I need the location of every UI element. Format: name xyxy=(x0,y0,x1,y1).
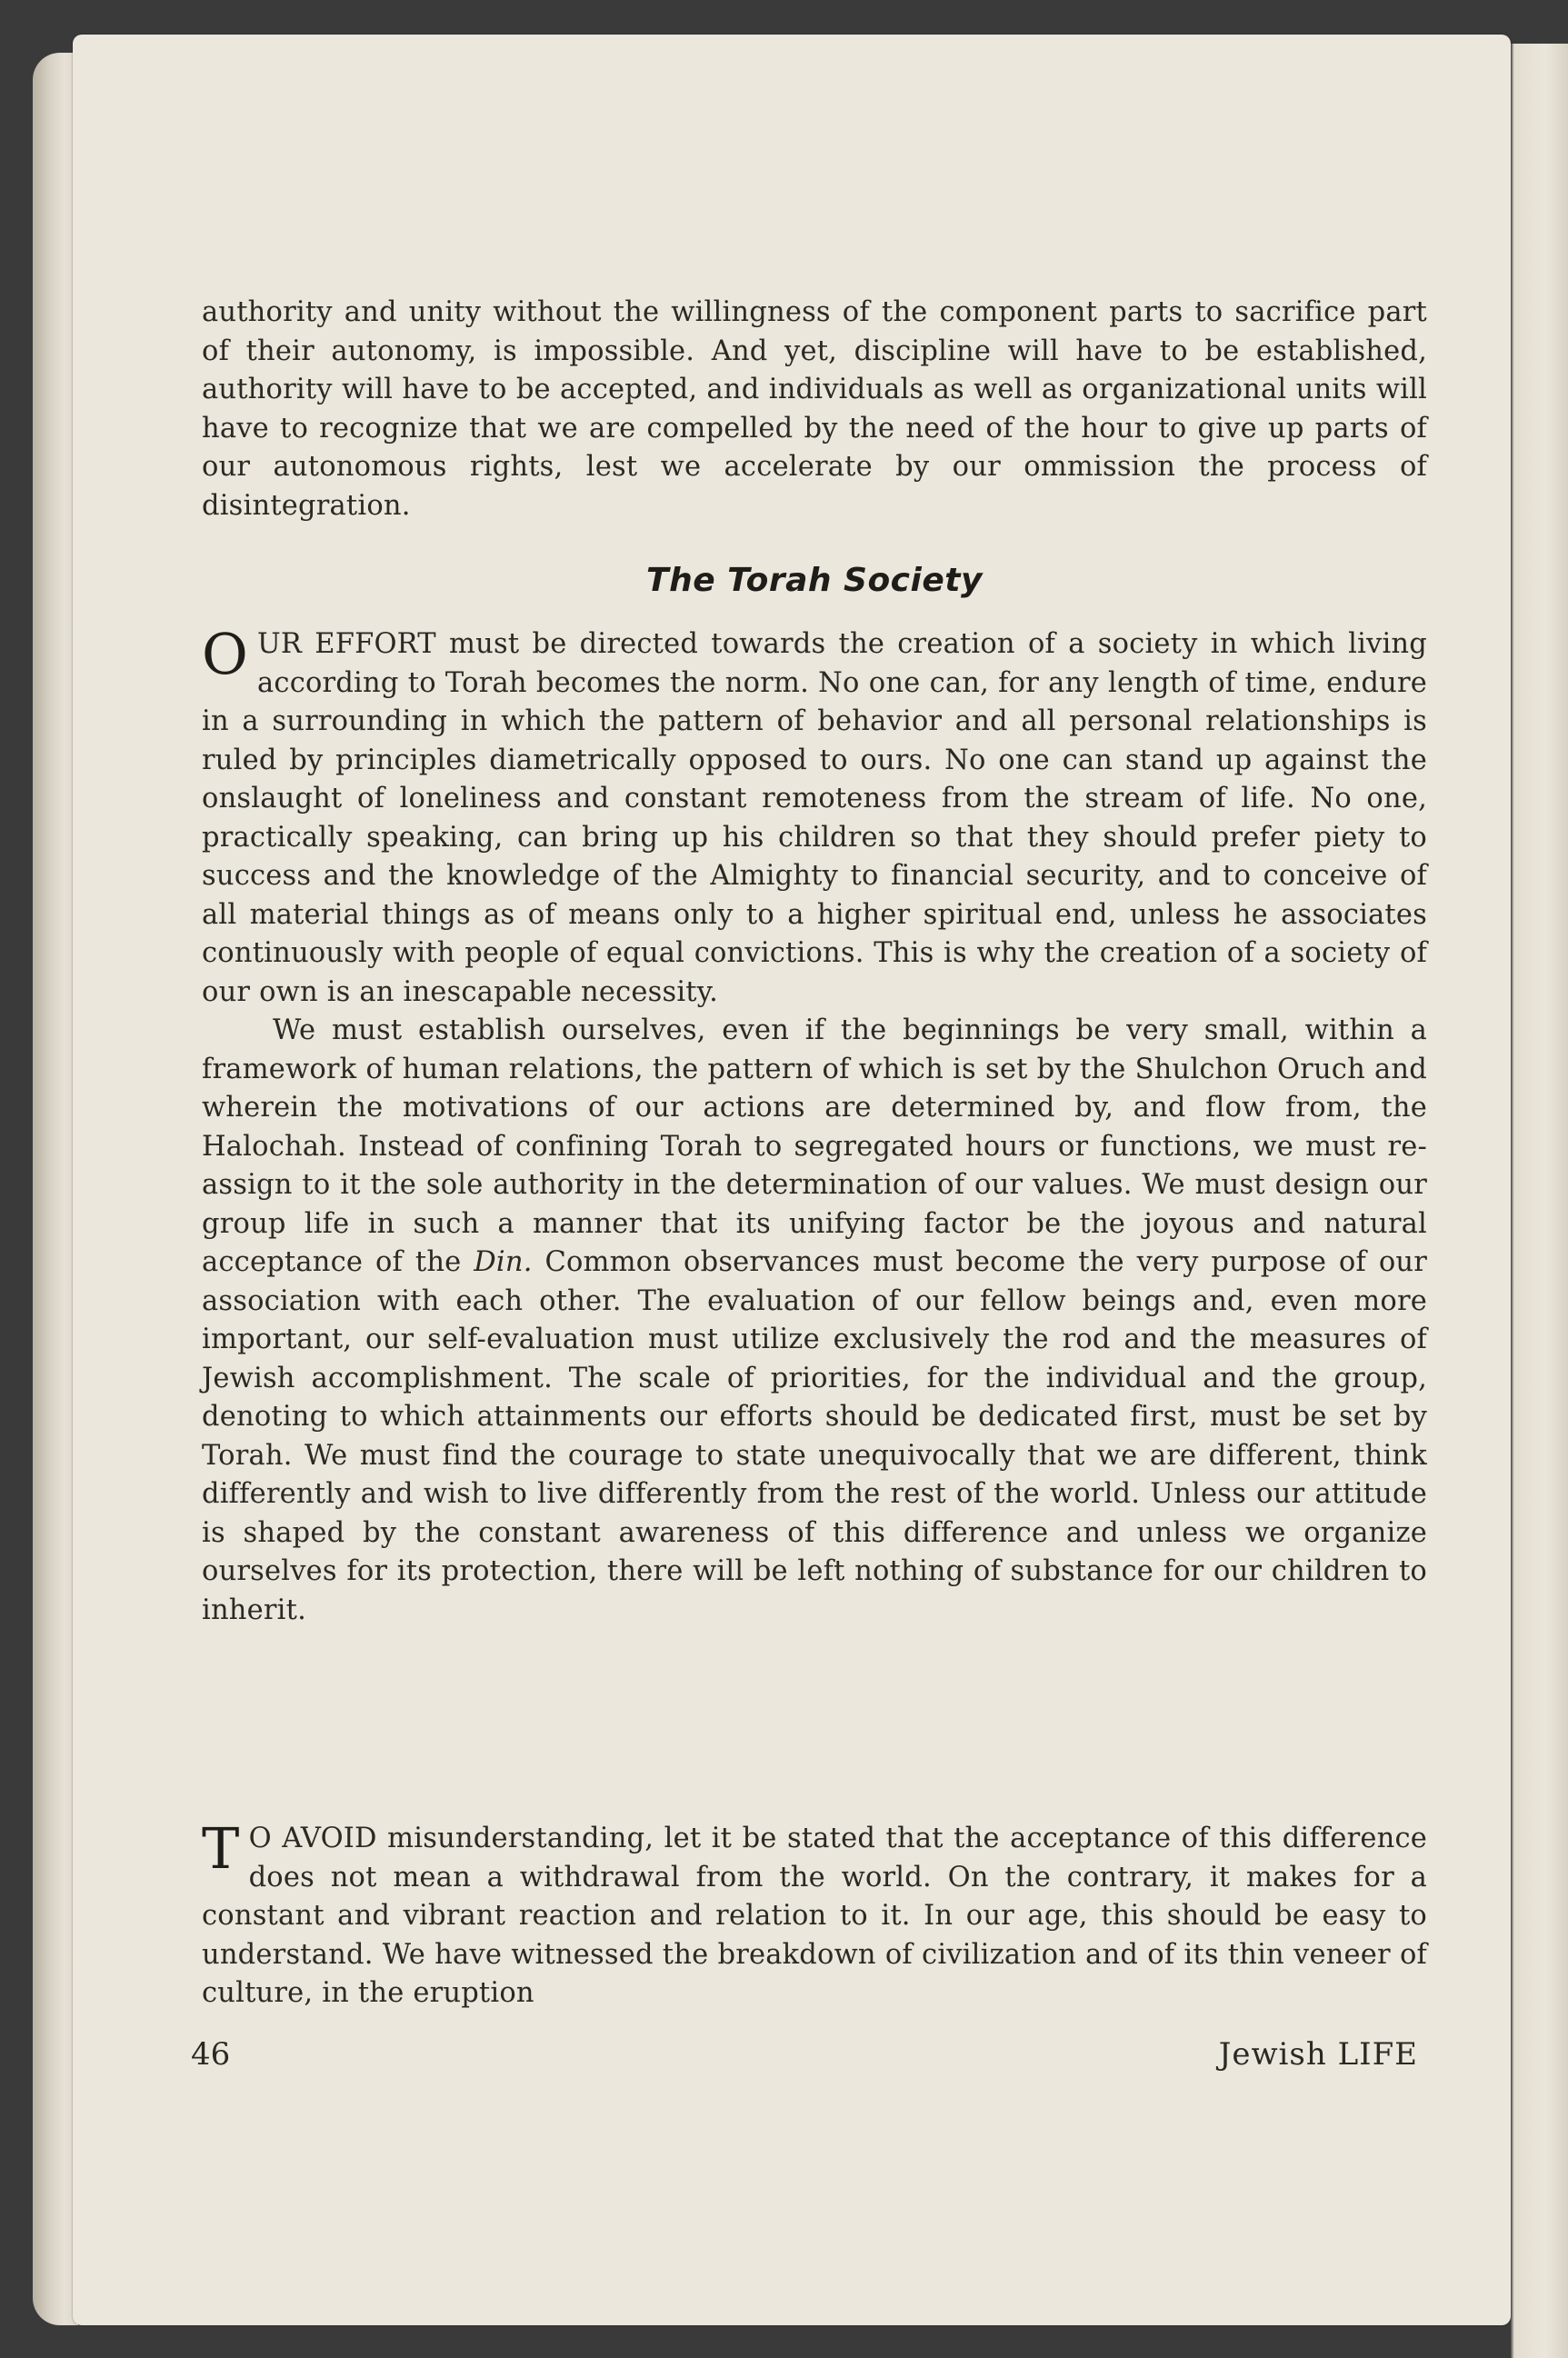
page-number: 46 xyxy=(191,2036,231,2073)
page-stack-edge xyxy=(33,53,78,2325)
section2-paragraph xyxy=(202,1012,1427,1630)
section3-lead: O AVOID xyxy=(248,1823,377,1854)
section2-text-a: We must establish ourselves, even if the beginnings be very small, within a framework of human relations, the pattern of which is set by the Shulchon Oruch and wherein the motivations of our actions are determined by, and flow from, the Halochah. Instead of confining Torah to segregated hours or functions, we must re-assign to it the sole authority in the determination of our values. We must design our group life in such a manner that its unifying factor be the joyous and natural acceptance of the xyxy=(202,1014,1427,1278)
section1-lead: UR EFFORT xyxy=(257,628,436,660)
din-italic: Din. xyxy=(474,1246,533,1278)
section3-text: misunderstanding, let it be stated that the acceptance of this difference does not mean a withdrawal from the world. On the contrary, it makes for a constant and vibrant reaction and relation to it. In our age, this should be easy to understand. We have witnessed the breakdown of civilization and of its thin veneer of culture, in the eruption xyxy=(202,1823,1428,2009)
section3-paragraph xyxy=(202,1815,1428,2013)
facing-page-edge xyxy=(1511,44,1568,2358)
section3-block xyxy=(202,1815,1428,2013)
section1-text: must be directed towards the creation of a society in which living according to Torah becomes the norm. No one can, for any length of time, endure in a surrounding in which the pattern of behavior and all personal relationships is ruled by principles diametrically opposed to ours. No one can stand up against the onslaught of loneliness and constant remoteness from the stream of life. No one, practically speaking, can bring up his children so that they should prefer piety to success and the knowledge of the Almighty to financial security, and to conceive of all material things as of means only to a higher spiritual end, unless he associates continuously with people of equal convictions. This is why the creation of a society of our own is an inescapable necessity. xyxy=(202,628,1427,1008)
dropcap-o: O xyxy=(202,621,249,687)
section1-block xyxy=(202,621,1427,1630)
magazine-name: Jewish LIFE xyxy=(1218,2036,1418,2073)
section2-text-b: Common observances must become the very purpose of our association with each other. The evaluation of our fellow beings and, even more important, our self-evaluation must utilize exclusively the rod and the measures of Jewish accomplishment. The scale of priorities, for the individual and the group, denoting to which attainments our efforts should be dedicated first, must be set by Torah. We must find the courage to state unequivocally that we are different, think differently and wish to live differently from the rest of the world. Unless our attitude is shaped by the constant awareness of this difference and unless we organize ourselves for its protection, there will be left nothing of substance for our children to inherit. xyxy=(202,1246,1427,1626)
section1-paragraph xyxy=(202,621,1427,1012)
intro-paragraph-block xyxy=(202,294,1427,525)
dropcap-t: T xyxy=(202,1815,240,1882)
section-heading: The Torah Society xyxy=(646,562,983,599)
intro-paragraph: authority and unity without the willingness of the component parts to sacrifice part of their autonomy, is impossible. And yet, discipline will have to be established, authority will have to be accepted, and individuals as well as organizational units will have to recognize that we are compelled by the need of the hour to give up parts of our autonomous rights, lest we accelerate by our ommission the process of disintegration. xyxy=(202,296,1427,522)
